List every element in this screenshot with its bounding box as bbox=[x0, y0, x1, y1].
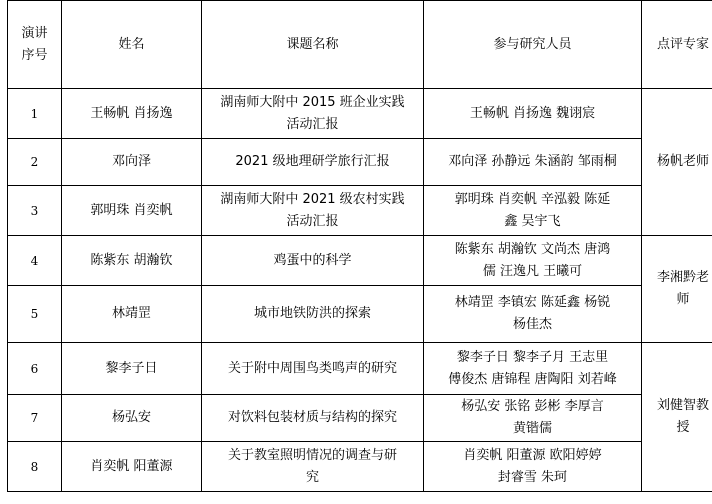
cell-members: 王畅帆 肖扬逸 魏诩宸 bbox=[424, 89, 642, 139]
cell-members: 郭明珠 肖奕帆 辛泓毅 陈延 鑫 吴宇飞 bbox=[424, 186, 642, 236]
table-row bbox=[8, 343, 712, 395]
cell-members: 肖奕帆 阳董源 欧阳婷婷 封睿雪 朱珂 bbox=[424, 442, 642, 492]
presentation-schedule-table bbox=[7, 0, 712, 492]
cell-serial: 7 bbox=[8, 395, 62, 442]
cell-topic: 对饮料包装材质与结构的探究 bbox=[202, 395, 424, 442]
cell-members: 林靖罡 李镇宏 陈延鑫 杨锐 杨佳杰 bbox=[424, 286, 642, 343]
table-row bbox=[8, 186, 712, 236]
cell-members: 陈紫东 胡瀚钦 文尚杰 唐鸿 儒 汪逸凡 王曦可 bbox=[424, 236, 642, 286]
cell-presenter: 陈紫东 胡瀚钦 bbox=[62, 236, 202, 286]
cell-serial: 8 bbox=[8, 442, 62, 492]
table-row bbox=[8, 139, 712, 186]
cell-presenter: 林靖罡 bbox=[62, 286, 202, 343]
cell-topic: 鸡蛋中的科学 bbox=[202, 236, 424, 286]
cell-presenter: 肖奕帆 阳董源 bbox=[62, 442, 202, 492]
cell-serial: 4 bbox=[8, 236, 62, 286]
cell-serial: 1 bbox=[8, 89, 62, 139]
cell-expert: 杨帆老师 bbox=[642, 89, 712, 236]
cell-topic: 关于教室照明情况的调查与研 究 bbox=[202, 442, 424, 492]
table-row bbox=[8, 89, 712, 139]
header-expert: 点评专家 bbox=[642, 1, 712, 89]
cell-members: 黎李子日 黎李子月 王志里 傅俊杰 唐锦程 唐陶阳 刘若峰 bbox=[424, 343, 642, 395]
cell-topic: 关于附中周围鸟类鸣声的研究 bbox=[202, 343, 424, 395]
header-members: 参与研究人员 bbox=[424, 1, 642, 89]
cell-members: 杨弘安 张铭 彭彬 李厚言 黄锴儒 bbox=[424, 395, 642, 442]
cell-topic: 湖南师大附中 2021 级农村实践 活动汇报 bbox=[202, 186, 424, 236]
cell-serial: 5 bbox=[8, 286, 62, 343]
cell-topic: 2021 级地理研学旅行汇报 bbox=[202, 139, 424, 186]
cell-presenter: 王畅帆 肖扬逸 bbox=[62, 89, 202, 139]
cell-presenter: 黎李子日 bbox=[62, 343, 202, 395]
cell-serial: 6 bbox=[8, 343, 62, 395]
header-name: 姓名 bbox=[62, 1, 202, 89]
cell-expert: 刘健智教 授 bbox=[642, 343, 712, 492]
table-row bbox=[8, 236, 712, 286]
table-row bbox=[8, 395, 712, 442]
cell-serial: 2 bbox=[8, 139, 62, 186]
cell-members: 邓向泽 孙静远 朱涵韵 邹雨桐 bbox=[424, 139, 642, 186]
header-topic: 课题名称 bbox=[202, 1, 424, 89]
cell-serial: 3 bbox=[8, 186, 62, 236]
cell-topic: 湖南师大附中 2015 班企业实践 活动汇报 bbox=[202, 89, 424, 139]
table-row bbox=[8, 286, 712, 343]
cell-presenter: 邓向泽 bbox=[62, 139, 202, 186]
cell-expert: 李湘黔老 师 bbox=[642, 236, 712, 343]
table-row bbox=[8, 442, 712, 492]
cell-presenter: 杨弘安 bbox=[62, 395, 202, 442]
header-row bbox=[8, 1, 712, 89]
cell-topic: 城市地铁防洪的探索 bbox=[202, 286, 424, 343]
header-serial: 演讲 序号 bbox=[8, 1, 62, 89]
cell-presenter: 郭明珠 肖奕帆 bbox=[62, 186, 202, 236]
